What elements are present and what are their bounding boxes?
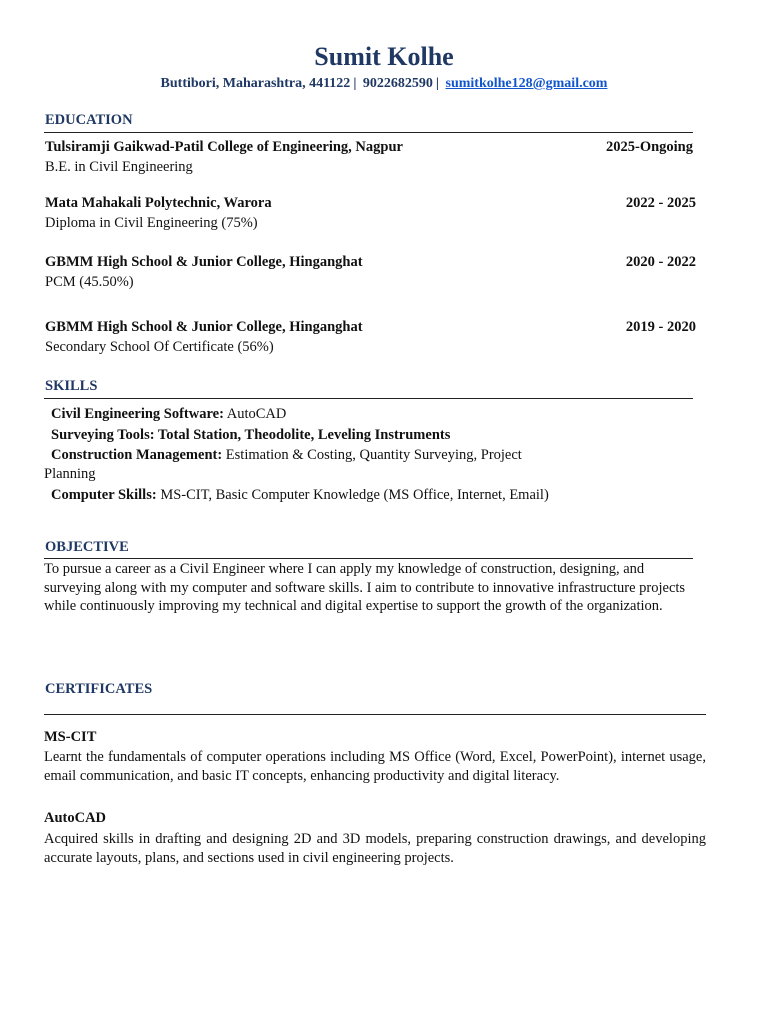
objective-line: surveying along with my computer and software skills. I aim to contribute to innovative infrastructure projects [44,580,686,596]
section-divider [44,398,693,399]
skill-label: Surveying Tools: Total Station, Theodolite, Leveling Instruments [51,427,451,443]
objective-line: while continuously improving my technical and digital expertise to support the growth of the organization. [44,598,663,614]
certificate-description: Learnt the fundamentals of computer operations including MS Office (Word, Excel, PowerPoint), internet usage, email communication, and basic IT concepts, enhancing productivity and digital literacy. [44,749,706,784]
section-heading-skills: SKILLS [45,378,98,394]
skill-label: Computer Skills: [51,487,157,503]
certificate-description: Acquired skills in drafting and designing 2D and 3D models, preparing construction drawings, and developing accurate layouts, plans, and sections used in civil engineering projects. [44,831,706,866]
education-detail: B.E. in Civil Engineering [45,159,193,175]
skill-item [51,487,549,504]
education-institution: GBMM High School & Junior College, Hinganghat [45,319,363,335]
education-years: 2019 - 2020 [625,319,696,335]
separator: | [353,76,357,91]
skill-label: Construction Management: [51,447,223,463]
education-years: 2025-Ongoing [605,139,693,155]
education-detail: Secondary School Of Certificate (56%) [45,339,274,355]
skill-item [51,447,522,464]
education-detail: Diploma in Civil Engineering (75%) [45,215,258,231]
section-heading-certificates: CERTIFICATES [45,681,153,697]
skill-label: Civil Engineering Software: [51,406,224,422]
section-divider [44,558,693,559]
education-institution: GBMM High School & Junior College, Hinganghat [45,254,363,270]
section-heading-objective: OBJECTIVE [45,539,129,555]
objective-line: To pursue a career as a Civil Engineer where I can apply my knowledge of construction, designing, and [44,561,645,577]
section-heading-education: EDUCATION [45,112,133,128]
section-divider [44,132,693,133]
skill-value: AutoCAD [223,406,287,422]
phone-number: 9022682590 [362,76,433,91]
education-years: 2020 - 2022 [625,254,696,270]
skill-item [51,427,450,444]
certificate-title: MS-CIT [44,729,97,745]
separator: | [435,76,439,91]
education-detail: PCM (45.50%) [45,274,134,290]
candidate-name: Sumit Kolhe [314,42,454,71]
education-institution: Tulsiramji Gaikwad-Patil College of Engineering, Nagpur [45,139,403,155]
skill-continuation: Planning [44,466,96,482]
education-institution: Mata Mahakali Polytechnic, Warora [45,195,272,211]
skill-item [51,406,286,423]
contact-line [0,76,768,92]
address: Buttibori, Maharashtra, 441122 [160,76,351,91]
skill-value: MS-CIT, Basic Computer Knowledge (MS Office, Internet, Email) [156,487,549,503]
certificate-title: AutoCAD [44,810,107,826]
education-years: 2022 - 2025 [625,195,696,211]
email-link[interactable]: sumitkolhe128@gmail.com [445,76,608,91]
skill-value: Estimation & Costing, Quantity Surveying, Project [222,447,522,463]
section-divider [44,714,706,715]
